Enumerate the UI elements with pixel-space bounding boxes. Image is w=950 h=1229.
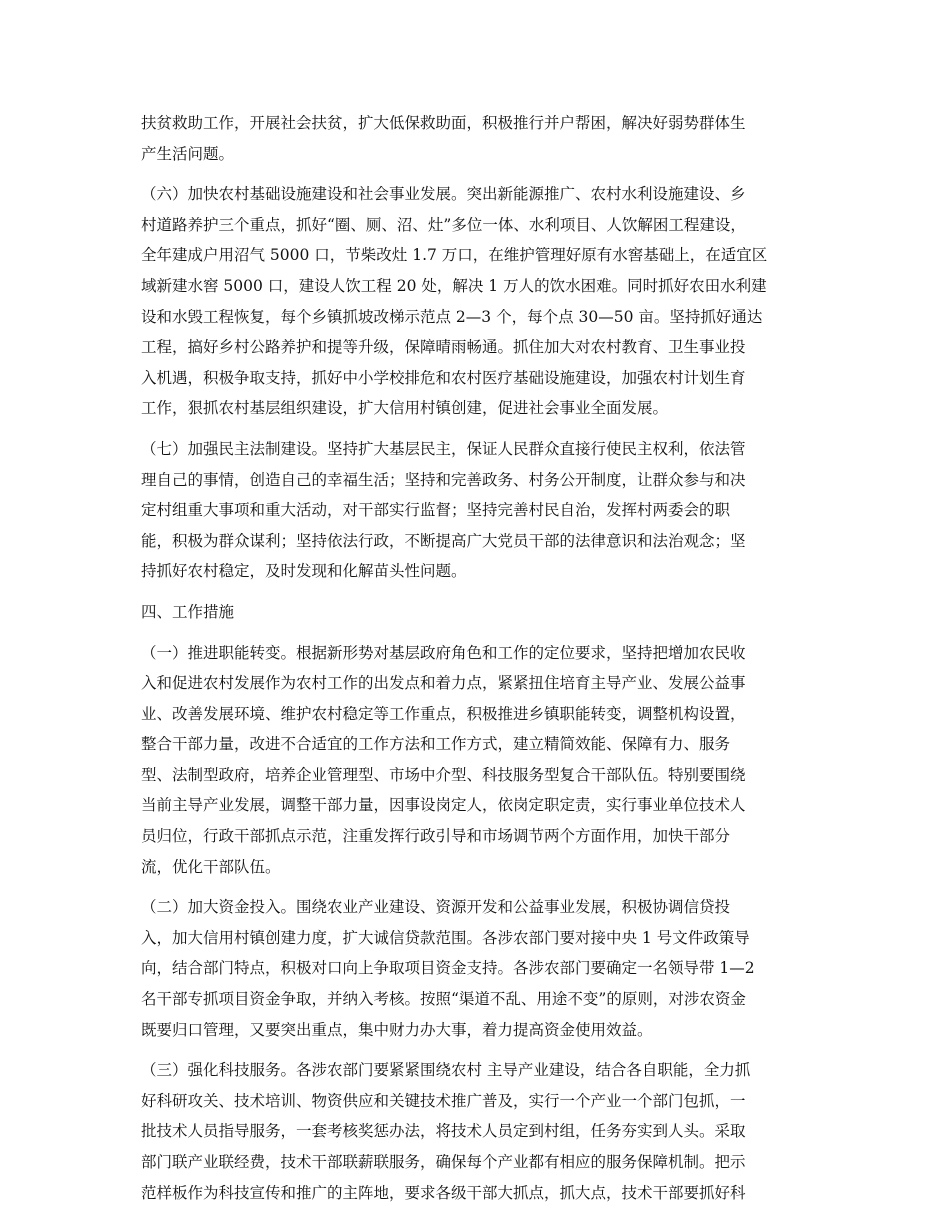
text-line: 既要归口管理，又要突出重点，集中财力办大事，着力提高资金使用效益。 <box>141 1020 653 1039</box>
text-line: （三）强化科技服务。各涉农部门要紧紧围绕农村 主导产业建设，结合各自职能，全力抓 <box>141 1061 751 1080</box>
text-line: （七）加强民主法制建设。坚持扩大基层民主，保证人民群众直接行使民主权利，依法管 <box>141 439 746 458</box>
paragraph-4 <box>141 638 811 883</box>
paragraph-2 <box>141 179 811 424</box>
paragraph-1 <box>141 108 811 169</box>
text-line: 工程，搞好乡村公路养护和提等升级，保障晴雨畅通。抓住加大对农村教育、卫生事业投 <box>141 338 746 357</box>
text-line: （一）推进职能转变。根据新形势对基层政府角色和工作的定位要求，坚持把增加农民收 <box>141 643 746 662</box>
text-line: 入，加大信用村镇创建力度，扩大诚信贷款范围。各涉农部门要对接中央 1 号文件政策导 <box>141 928 750 947</box>
paragraph-6 <box>141 1055 811 1208</box>
paragraph-5 <box>141 892 811 1045</box>
text-line: 部门联产业联经费，技术干部联薪联服务，确保每个产业都有相应的服务保障机制。把示 <box>141 1153 746 1171</box>
text-line: 入和促进农村发展作为农村工作的出发点和着力点，紧紧扭住培育主导产业、发展公益事 <box>141 674 746 693</box>
paragraph-3 <box>141 434 811 587</box>
text-line: 当前主导产业发展，调整干部力量，因事设岗定人，依岗定职定责，实行事业单位技术人 <box>141 796 746 815</box>
text-line: 产生活问题。 <box>141 144 235 163</box>
heading-text: 四、工作措施 <box>141 602 235 621</box>
text-line: 整合干部力量，改进不合适宜的工作方法和工作方式，建立精简效能、保障有力、服务 <box>141 735 731 754</box>
text-line: 扶贫救助工作，开展社会扶贫，扩大低保救助面，积极推行并户帮困，解决好弱势群体生 <box>141 114 746 132</box>
text-line: 名干部专抓项目资金争取，并纳入考核。按照“渠道不乱、用途不变”的原则，对涉农资金 <box>141 990 746 1009</box>
text-line: 员归位，行政干部抓点示范，注重发挥行政引导和市场调节两个方面作用，加快干部分 <box>141 827 731 846</box>
text-line: 工作，狠抓农村基层组织建设，扩大信用村镇创建，促进社会事业全面发展。 <box>141 399 669 418</box>
text-line: 批技术人员指导服务，一套考核奖惩办法，将技术人员定到村组，任务夯实到人头。采取 <box>141 1122 746 1141</box>
text-line: 域新建水窖 5000 口，建设人饮工程 20 处，解决 1 万人的饮水困难。同时抓好农田水利建 <box>141 276 767 295</box>
text-line: 好科研攻关、技术培训、物资供应和关键技术推广普及，实行一个产业一个部门包抓，一 <box>141 1091 746 1110</box>
section-heading <box>141 597 811 628</box>
text-line: 型、法制型政府，培养企业管理型、市场中介型、科技服务型复合干部队伍。特别要围绕 <box>141 765 746 784</box>
text-line: （二）加大资金投入。围绕农业产业建设、资源开发和公益事业发展，积极协调信贷投 <box>141 898 731 917</box>
text-line: （六）加快农村基础设施建设和社会事业发展。突出新能源推广、农村水利设施建设、乡 <box>141 185 746 204</box>
text-line: 能，积极为群众谋利；坚持依法行政，不断提高广大党员干部的法律意识和法治观念；坚 <box>141 531 746 550</box>
document-body <box>141 108 811 1218</box>
text-line: 入机遇，积极争取支持，抓好中小学校排危和农村医疗基础设施建设，加强农村计划生育 <box>141 368 746 387</box>
text-line: 村道路养护三个重点，抓好“圈、厕、沼、灶”多位一体、水利项目、人饮解困工程建设， <box>141 215 746 234</box>
text-line: 持抓好农村稳定，及时发现和化解苗头性问题。 <box>141 562 467 581</box>
text-line: 范样板作为科技宣传和推广的主阵地，要求各级干部大抓点，抓大点，技术干部要抓好科 <box>141 1183 746 1202</box>
text-line: 流，优化干部队伍。 <box>141 857 281 876</box>
text-line: 全年建成户用沼气 5000 口，节柴改灶 1.7 万口，在维护管理好原有水窖基础上，在适宜区 <box>141 246 768 265</box>
text-line: 业、改善发展环境、维护农村稳定等工作重点，积极推进乡镇职能转变，调整机构设置， <box>141 704 746 723</box>
text-line: 设和水毁工程恢复，每个乡镇抓坡改梯示范点 2—3 个，每个点 30—50 亩。坚持抓好通达 <box>141 307 763 326</box>
text-line: 理自己的事情，创造自己的幸福生活；坚持和完善政务、村务公开制度，让群众参与和决 <box>141 470 746 489</box>
text-line: 定村组重大事项和重大活动，对干部实行监督；坚持完善村民自治，发挥村两委会的职 <box>141 501 731 520</box>
text-line: 向，结合部门特点，积极对口向上争取项目资金支持。各涉农部门要确定一名领导带 1—2 <box>141 959 755 978</box>
